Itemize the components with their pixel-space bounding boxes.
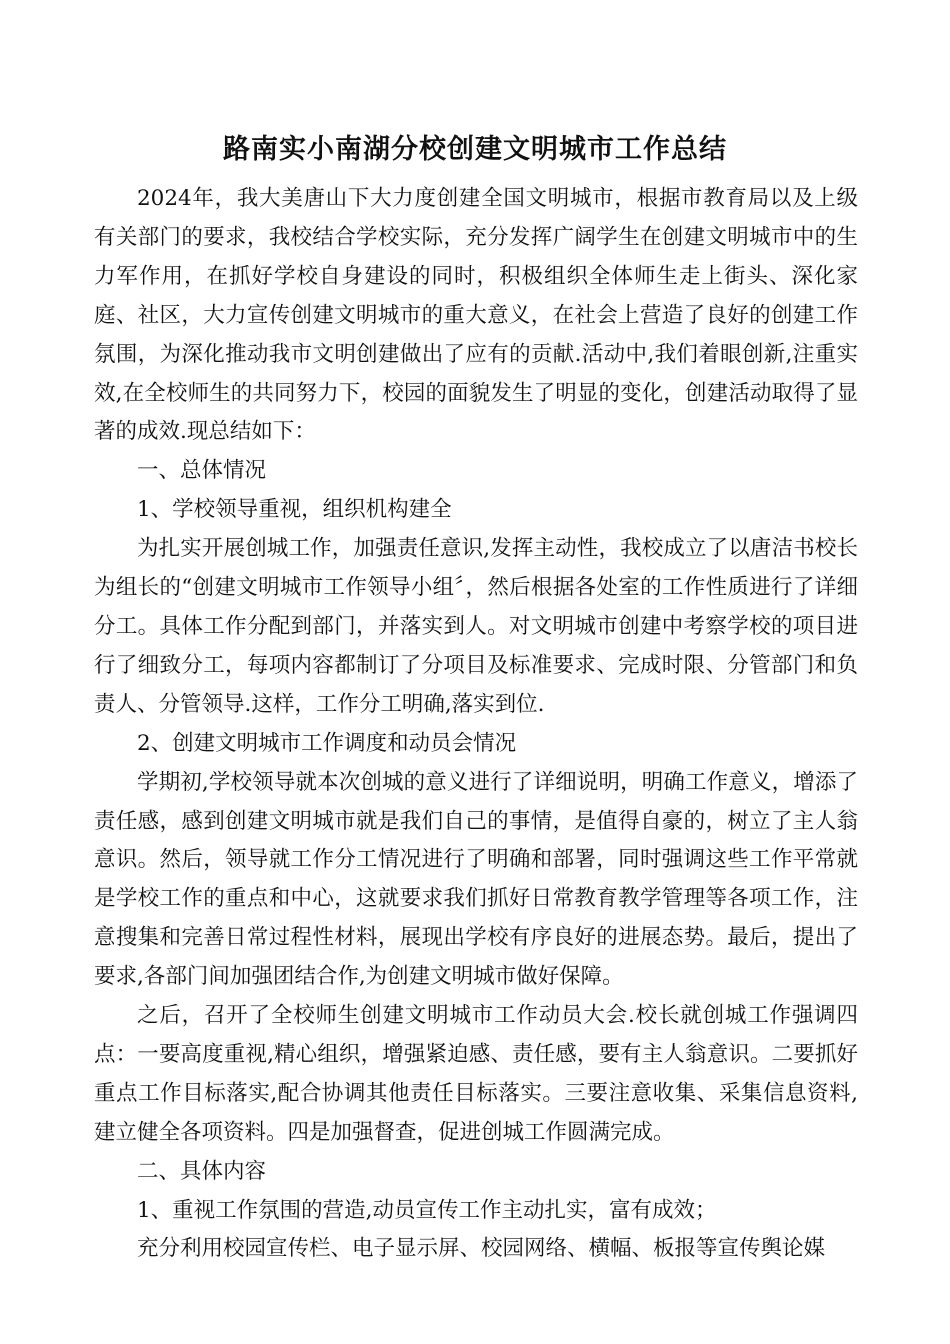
- page-title: 路南实小南湖分校创建文明城市工作总结: [223, 134, 727, 165]
- document-body: [94, 180, 858, 1269]
- subheading-mobilization: 2、创建文明城市工作调度和动员会情况: [137, 730, 517, 756]
- paragraph-intro: 2024年，我大美唐山下大力度创建全国文明城市，根据市教育局以及上级有关部门的要求，我校结合学校实际，充分发挥广阔学生在创建文明城市中的生力军作用，在抓好学校自身建设的同时，积极组织全体师生走上街头、深化家庭、社区，大力宣传创建文明城市的重大意义，在社会上营造了良好的创建工作氛围，为深化推动我市文明创建做出了应有的贡献.活动中,我们着眼创新,注重实效,在全校师生的共同努力下，校园的面貌发生了明显的变化，创建活动取得了显著的成效.现总结如下：: [94, 186, 858, 445]
- paragraph-publicity: 充分利用校园宣传栏、电子显示屏、校园网络、横幅、板报等宣传舆论媒: [137, 1236, 826, 1262]
- paragraph-mobilization: 学期初,学校领导就本次创城的意义进行了详细说明，明确工作意义，增添了责任感，感到创建文明城市就是我们自己的事情，是值得自豪的，树立了主人翁意识。然后，领导就工作分工情况进行了明确和部署，同时强调这些工作平常就是学校工作的重点和中心，这就要求我们抓好日常教育教学管理等各项工作，注意搜集和完善日常过程性材料，展现出学校有序良好的进展态势。最后，提出了要求,各部门间加强团结合作,为创建文明城市做好保障。: [94, 769, 858, 990]
- section-heading-details: 二、具体内容: [137, 1158, 267, 1184]
- subheading-leadership: 1、学校领导重视，组织机构建全: [137, 497, 452, 523]
- paragraph-meeting: 之后，召开了全校师生创建文明城市工作动员大会.校长就创城工作强调四点：一要高度重视,精心组织，增强紧迫感、责任感，要有主人翁意识。二要抓好重点工作目标落实,配合协调其他责任目标落实。三要注意收集、采集信息资料,建立健全各项资料。四是加强督查，促进创城工作圆满完成。: [94, 1003, 858, 1145]
- section-heading-overall: 一、总体情况: [137, 458, 267, 484]
- paragraph-leadership: 为扎实开展创城工作，加强责任意识,发挥主动性，我校成立了以唐洁书校长为组长的“创建文明城市工作领导小组〞，然后根据各处室的工作性质进行了详细分工。具体工作分配到部门，并落实到人。对文明城市创建中考察学校的项目进行了细致分工，每项内容都制订了分项目及标准要求、完成时限、分管部门和负责人、分管领导.这样，工作分工明确,落实到位.: [94, 536, 858, 717]
- subheading-atmosphere: 1、重视工作氛围的营造,动员宣传工作主动扎实，富有成效；: [137, 1197, 717, 1223]
